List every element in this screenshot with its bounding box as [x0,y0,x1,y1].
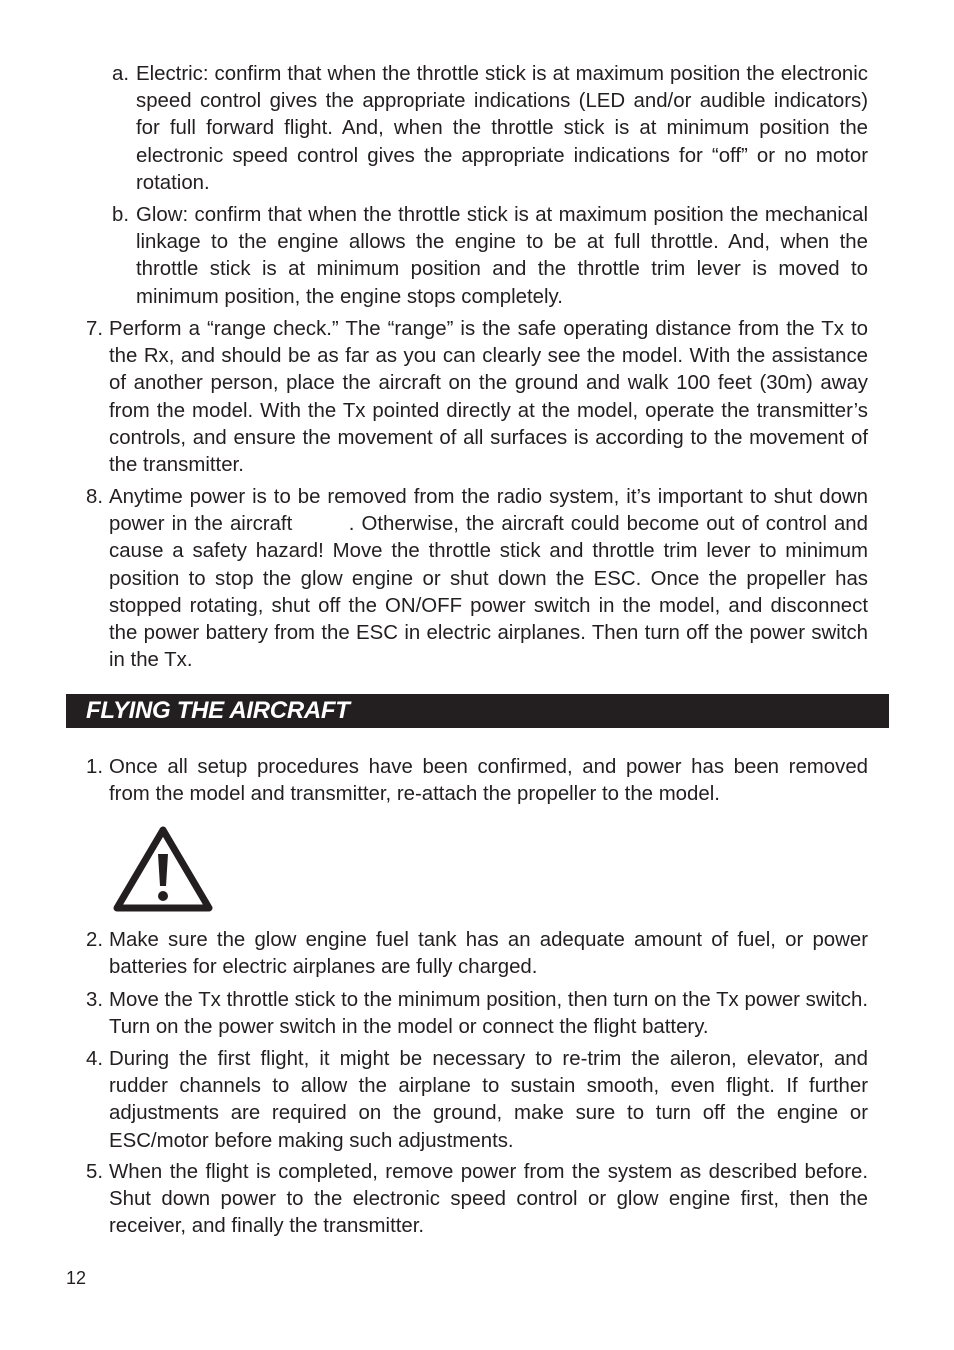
list-marker: 3. [86,989,104,1011]
list-item-1 [86,754,868,808]
warning-triangle-icon [112,824,214,914]
list-item-text: Perform a “range check.” The “range” is the safe operating distance from the Tx to the Rx, and should be as far as you can clearly see the model. With the assistance of another person, place the aircraft on the ground and walk 100 feet (30m) away from the model. With the Tx pointed directly at the model, operate the transmitter’s controls, and ensure the movement of all surfaces is according to the movement of the transmitter. [109,318,868,477]
list-item-text: Electric: confirm that when the throttle stick is at maximum position the electronic speed control gives the appropriate indications (LED and/or audible indicators) for full forward flight. And, when the throttle stick is at minimum position the electronic speed control gives the appropriate indications for “off” or no motor rotation. [136,63,868,194]
list-item-text: Glow: confirm that when the throttle stick is at maximum position the mechanical linkage to the engine allows the engine to be at full throttle. And, when the throttle stick is at minimum position and the throttle trim lever is moved to minimum position, the engine stops completely. [136,204,868,308]
list-item-4 [86,1046,868,1155]
list-marker: 7. [86,318,104,340]
list-item-text: Once all setup procedures have been confirmed, and power has been removed from the model and transmitter, re-attach the propeller to the model. [109,756,868,806]
page-number: 12 [66,1268,87,1288]
list-item-7 [86,316,868,479]
list-marker: a. [112,63,130,85]
list-marker: b. [112,204,130,226]
list-marker: 4. [86,1048,104,1070]
list-item-8 [86,484,874,674]
list-item-5 [86,1159,868,1241]
list-marker: 1. [86,756,104,778]
list-marker: 8. [86,486,104,508]
list-marker: 2. [86,929,104,951]
list-item-text: Anytime power is to be removed from the radio system, it’s important to shut down power in the aircraft . Otherwise, the aircraft could become out of control and cause a safety hazard! Move the throttle stick and throttle trim lever to minimum position to stop the glow engine or shut down the ESC. Once the propeller has stopped rotating, shut off the ON/OFF power switch in the model, and disconnect the power battery from the ESC in electric airplanes. Then turn off the power switch in the Tx. [109,486,874,672]
list-item-text: Move the Tx throttle stick to the minimum position, then turn on the Tx power switch. Turn on the power switch in the model or connect the flight battery. [109,989,868,1039]
list-item-3 [86,987,868,1041]
section-title: FLYING THE AIRCRAFT [86,697,350,724]
list-item-b [112,202,868,311]
list-marker: 5. [86,1161,104,1183]
list-item-a [112,61,868,197]
list-item-2 [86,927,868,981]
list-item-text: During the first flight, it might be necessary to re-trim the aileron, elevator, and rudder channels to allow the airplane to sustain smooth, even flight. If further adjustments are required on the ground, make sure to turn off the engine or ESC/motor before making such adjustments. [109,1048,868,1152]
list-item-text: Make sure the glow engine fuel tank has an adequate amount of fuel, or power batteries for electric airplanes are fully charged. [109,929,868,979]
section-header-bar [66,694,889,728]
list-item-text: When the flight is completed, remove power from the system as described before. Shut down power to the electronic speed control or glow engine first, then the receiver, and finally the transmitter. [109,1161,868,1238]
